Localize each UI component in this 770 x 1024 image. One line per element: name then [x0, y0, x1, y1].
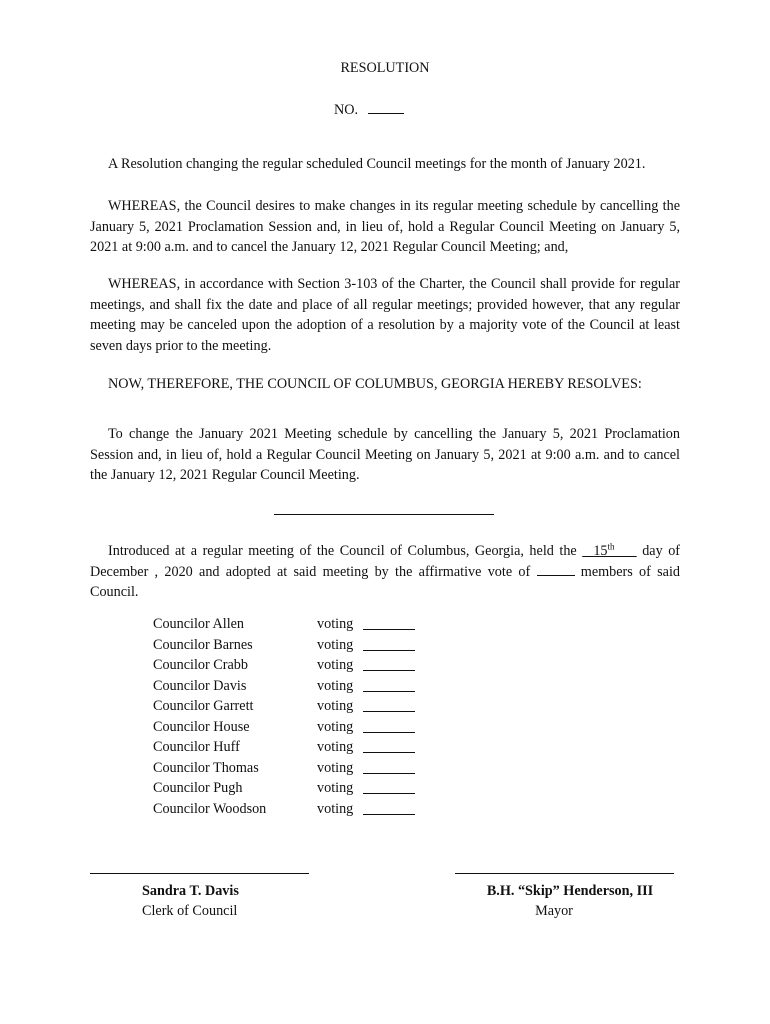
mayor-signature-line — [455, 873, 674, 874]
voting-label: voting — [317, 616, 354, 632]
resolution-text-paragraph: To change the January 2021 Meeting schedule by cancelling the January 5, 2021 Proclamation Session and, in lieu of, hold a Regular Council Meeting on January 5, 2021 at 9:00 a.m. and to cancel the January 12, 2021 Regular Council Meeting. — [90, 426, 680, 483]
voting-label: voting — [317, 780, 354, 796]
vote-row — [153, 799, 453, 819]
voting-label: voting — [317, 677, 354, 694]
voting-label: voting — [317, 800, 354, 817]
councilor-name: Councilor Huff — [153, 739, 240, 755]
mayor-title: Mayor — [535, 903, 573, 919]
councilor-name: Councilor Crabb — [153, 657, 248, 673]
mayor-name: B.H. “Skip” Henderson, III — [486, 883, 654, 899]
whereas-paragraph-1: WHEREAS, the Council desires to make changes in its regular meeting schedule by cancelling the January 5, 2021 Proclamation Session and, in lieu of, hold a Regular Council Meeting on January 5, 2021 at 9:00 a.m. and to cancel the January 12, 2021 Regular Council Meeting; and, — [90, 198, 680, 255]
councilor-name: Councilor Thomas — [153, 759, 259, 776]
voting-label: voting — [317, 698, 354, 714]
preamble-paragraph: A Resolution changing the regular scheduled Council meetings for the month of January 2021. — [108, 156, 646, 172]
introduced-text-part1: Introduced at a regular meeting of the Council of Columbus, Georgia, held the — [108, 543, 577, 559]
vote-row — [153, 614, 453, 634]
vote-blank — [363, 752, 415, 753]
vote-row — [153, 717, 453, 737]
vote-blank — [363, 691, 415, 692]
voting-label: voting — [317, 718, 354, 735]
resolution-number-blank — [368, 113, 404, 114]
introduced-text-part3: members of said Council. — [90, 563, 681, 600]
clerk-signature-line — [90, 873, 309, 874]
resolution-number-label: NO. — [334, 102, 359, 118]
vote-blank — [363, 773, 415, 774]
whereas-paragraph-2: WHEREAS, in accordance with Section 3-103 of the Charter, the Council shall provide for regular meetings, and shall fix the date and place of all regular meetings; provided however, that any regular meeting may be canceled upon the adoption of a resolution by a majority vote of the Council at least seven days prior to the meeting. — [90, 276, 680, 354]
voting-label: voting — [317, 739, 354, 755]
resolution-number — [334, 100, 404, 121]
voting-label: voting — [317, 636, 354, 653]
vote-row — [153, 676, 453, 696]
councilor-name: Councilor Davis — [153, 677, 247, 694]
councilor-name: Councilor Barnes — [153, 636, 253, 653]
clerk-title: Clerk of Council — [142, 903, 238, 919]
vote-row — [153, 696, 453, 716]
vote-blank — [363, 732, 415, 733]
councilor-name: Councilor Woodson — [153, 800, 267, 817]
document-title: RESOLUTION — [340, 60, 430, 76]
vote-blank — [363, 711, 415, 712]
meeting-day-number: 15 — [593, 543, 608, 559]
vote-row — [153, 655, 453, 675]
section-divider-line — [274, 514, 494, 515]
vote-row — [153, 737, 453, 757]
councilor-name: Councilor Garrett — [153, 698, 254, 714]
vote-blank — [363, 650, 415, 651]
vote-row — [153, 778, 453, 798]
councilor-name: Councilor House — [153, 718, 250, 735]
vote-blank — [363, 814, 415, 815]
meeting-day-suffix: th — [607, 541, 615, 552]
councilor-name: Councilor Pugh — [153, 780, 243, 796]
voting-label: voting — [317, 657, 354, 673]
councilor-name: Councilor Allen — [153, 616, 245, 632]
resolves-paragraph: NOW, THEREFORE, THE COUNCIL OF COLUMBUS, GEORGIA HEREBY RESOLVES: — [108, 376, 642, 392]
clerk-name: Sandra T. Davis — [142, 883, 239, 899]
introduced-text-part2: day of December , 2020 and adopted at said meeting by the affirmative vote of — [90, 543, 681, 580]
vote-blank — [363, 629, 415, 630]
meeting-day — [582, 543, 636, 559]
voting-label: voting — [317, 759, 354, 776]
vote-blank — [363, 670, 415, 671]
vote-blank — [363, 793, 415, 794]
vote-row — [153, 635, 453, 655]
affirmative-vote-blank — [537, 575, 575, 576]
vote-row — [153, 758, 453, 778]
introduced-paragraph — [90, 541, 680, 603]
